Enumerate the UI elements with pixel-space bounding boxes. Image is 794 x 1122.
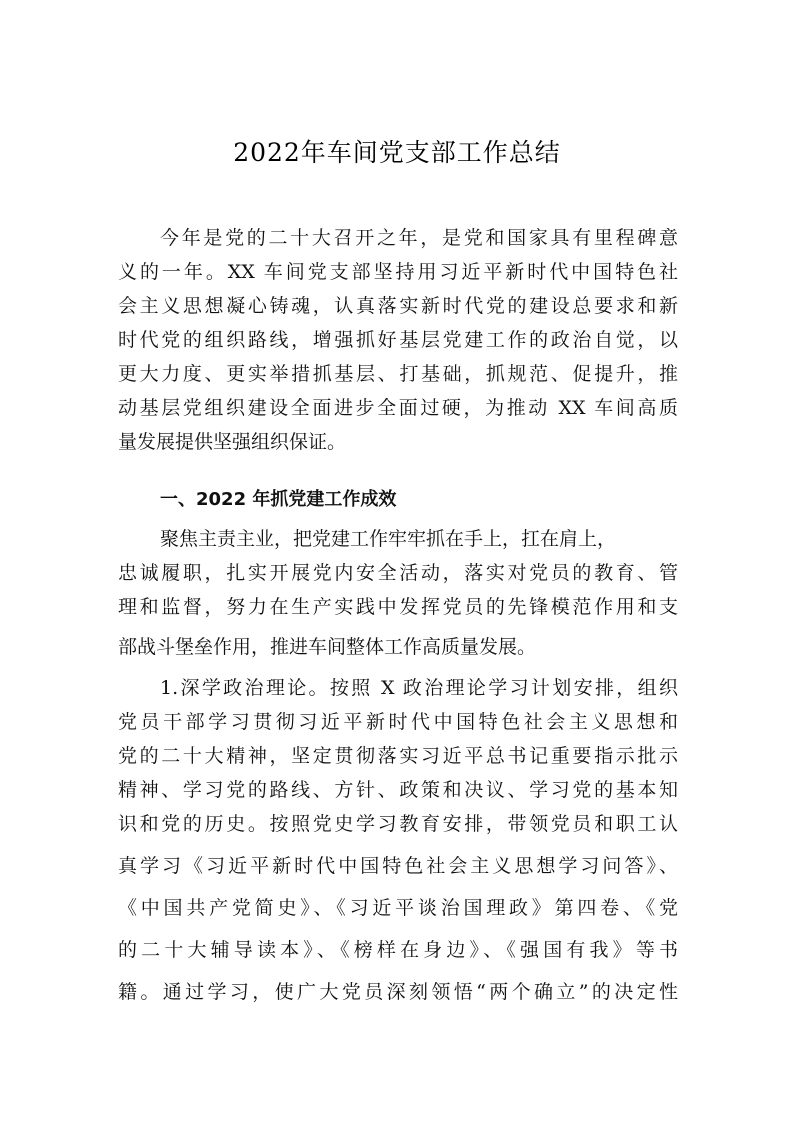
paragraph-line: 量发展提供坚强组织保证。	[118, 431, 347, 453]
paragraph-line: 聚焦主责主业，把党建工作牢牢抓在手上，扛在肩上，	[160, 528, 617, 550]
section-heading: 一、2022 年抓党建工作成效	[160, 489, 397, 510]
paragraph-line: 《中国共产党简史》、《习近平谈治国理政》第四卷、《党	[118, 897, 678, 919]
paragraph-line: 部战斗堡垒作用，推进车间整体工作高质量发展。	[118, 636, 537, 658]
paragraph-line: 真学习《习近平新时代中国特色社会主义思想学习问答》、	[118, 855, 678, 877]
paragraph-line: 时代党的组织路线，增强抓好基层党建工作的政治自觉，以	[118, 329, 678, 351]
paragraph-line: 籍。通过学习，使广大党员深刻领悟“两个确立”的决定性	[118, 981, 678, 1003]
paragraph-line: 的二十大辅导读本》、《榜样在身边》、《强国有我》等书	[118, 939, 678, 961]
paragraph-line: 今年是党的二十大召开之年，是党和国家具有里程碑意	[160, 227, 678, 249]
paragraph-line: 精神、学习党的路线、方针、政策和决议、学习党的基本知	[118, 779, 678, 801]
document-title: 2022年车间党支部工作总结	[233, 138, 561, 167]
paragraph-line: 1.深学政治理论。按照 X 政治理论学习计划安排，组织	[160, 677, 678, 699]
paragraph-line: 动基层党组织建设全面进步全面过硬，为推动 XX 车间高质	[118, 397, 678, 419]
paragraph-line: 更大力度、更实举措抓基层、打基础，抓规范、促提升，推	[118, 363, 678, 385]
paragraph-line: 忠诚履职，扎实开展党内安全活动，落实对党员的教育、管	[118, 562, 678, 584]
paragraph-line: 义的一年。XX 车间党支部坚持用习近平新时代中国特色社	[118, 261, 678, 283]
paragraph-line: 党员干部学习贯彻习近平新时代中国特色社会主义思想和	[118, 711, 678, 733]
paragraph-line: 党的二十大精神，坚定贯彻落实习近平总书记重要指示批示	[118, 745, 678, 767]
paragraph-line: 识和党的历史。按照党史学习教育安排，带领党员和职工认	[118, 813, 678, 835]
paragraph-line: 会主义思想凝心铸魂，认真落实新时代党的建设总要求和新	[118, 295, 678, 317]
paragraph-line: 理和监督，努力在生产实践中发挥党员的先锋模范作用和支	[118, 596, 678, 618]
